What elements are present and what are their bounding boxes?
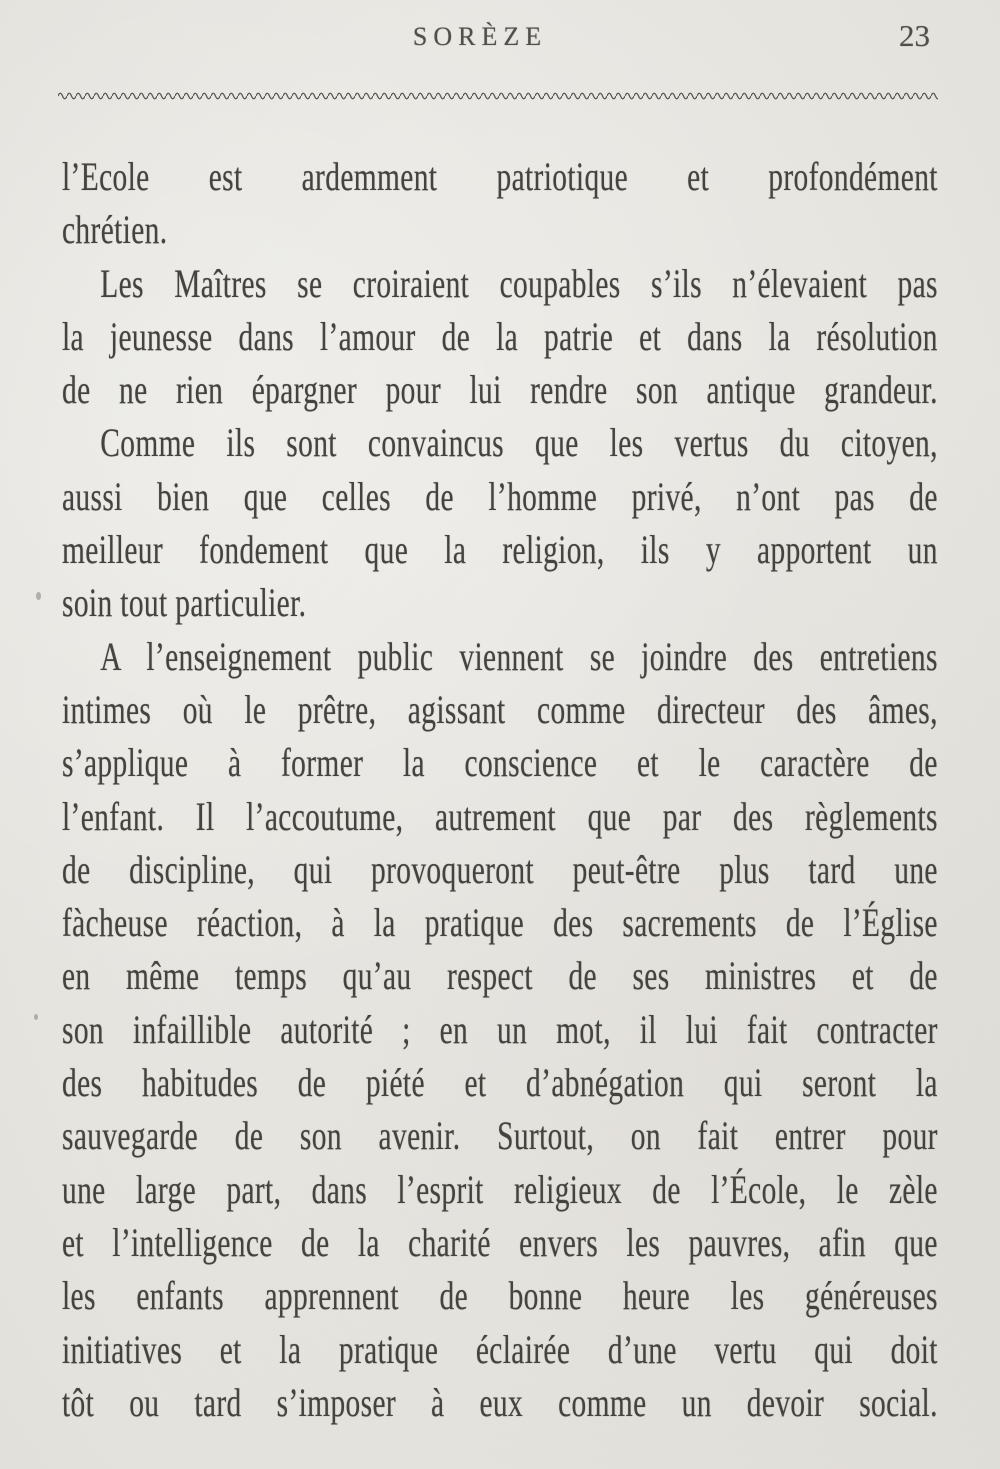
ink-speck [34,1014,38,1020]
text-line: aussi bien que celles de l’homme privé, n’ont pas de [62,473,938,519]
text-line: sauvegarde de son avenir. Surtout, on fait entrer pour [62,1113,938,1159]
running-title: SORÈZE [412,22,548,51]
text-line: son infaillible autorité ; en un mot, il lui fait contracter [62,1006,938,1052]
text-line: l’enfant. Il l’accoutume, autrement que par des règlements [62,793,938,839]
paragraph [62,257,938,417]
text-line: intimes où le prêtre, agissant comme directeur des âmes, [62,686,938,732]
text-line: A l’enseignement public viennent se joindre des entretiens [100,633,938,679]
text-line: chrétien. [62,207,168,253]
text-line: de ne rien épargner pour lui rendre son antique grandeur. [62,367,938,413]
text-line: en même temps qu’au respect de ses ministres et de [62,953,938,999]
paragraph [62,630,938,1429]
text-line: et l’intelligence de la charité envers les pauvres, afin que [62,1219,938,1265]
text-line: l’Ecole est ardemment patriotique et profondément [62,154,938,199]
page-number: 23 [899,18,930,53]
text-line: soin tout particulier. [62,580,307,626]
text-line: Les Maîtres se croiraient coupables s’ils n’élevaient pas [100,260,938,306]
text-line: les enfants apprennent de bonne heure les généreuses [62,1273,938,1319]
text-line: tôt ou tard s’imposer à eux comme un devoir social. [62,1379,938,1425]
text-line: Comme ils sont convaincus que les vertus du citoyen, [100,420,938,466]
ink-speck [36,592,41,600]
text-line: meilleur fondement que la religion, ils y apportent un [62,527,938,573]
paragraph [62,416,938,629]
wavy-rule-svg [58,86,938,102]
body-text [62,150,938,1429]
text-line: la jeunesse dans l’amour de la patrie et dans la résolution [62,313,938,359]
text-line: des habitudes de piété et d’abnégation qui seront la [62,1060,938,1106]
text-line: initiatives et la pratique éclairée d’une vertu qui doit [62,1326,938,1372]
paragraph [62,150,938,257]
text-line: de discipline, qui provoqueront peut-être plus tard une [62,846,938,892]
text-line: fàcheuse réaction, à la pratique des sacrements de l’Église [62,900,938,946]
text-line: une large part, dans l’esprit religieux de l’École, le zèle [62,1166,938,1212]
text-line: s’applique à former la conscience et le caractère de [62,740,938,786]
wavy-rule-separator [58,86,938,102]
